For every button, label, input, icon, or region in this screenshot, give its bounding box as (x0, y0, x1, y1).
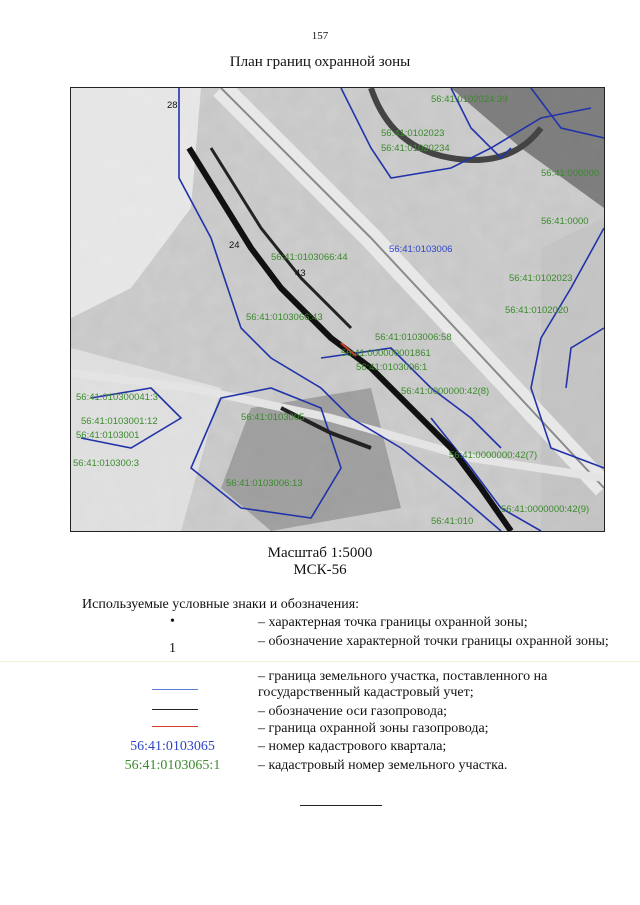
parcel-label[interactable]: 56:41:0103005 (241, 412, 305, 423)
page-number: 157 (311, 30, 329, 42)
parcel-label[interactable]: 56:41:000000 (541, 168, 600, 179)
parcel-label[interactable]: 56:41:010300041:3 (76, 392, 158, 403)
legend-item-text: – номер кадастрового квартала; (258, 739, 447, 754)
parcel-label[interactable]: 56:41:0102023 (509, 273, 573, 284)
point-label: 24 (229, 240, 240, 251)
legend-protection-zone-line (152, 726, 198, 727)
parcel-label[interactable]: 56:41:01020234 (381, 143, 450, 154)
parcel-label[interactable]: 56:41:0103066:43 (246, 312, 323, 323)
quarter-label[interactable]: 56:41:0103006 (389, 244, 453, 255)
legend-item-text: – кадастровый номер земельного участка. (258, 758, 508, 773)
legend-pipeline-axis-line (152, 709, 198, 710)
legend-title: Используемые условные знаки и обозначения: (82, 597, 360, 612)
parcel-label[interactable]: 56:41:010300:3 (73, 458, 140, 469)
parcel-label[interactable]: 56:41:0102024:39 (431, 94, 508, 105)
parcel-label[interactable]: 56:41:0000000:42(8) (401, 386, 490, 397)
divider (0, 661, 640, 662)
legend-item-text: – граница земельного участка, поставленного на государственный кадастровый учет; (258, 669, 548, 700)
map-frame[interactable] (70, 87, 605, 532)
parcel-label[interactable]: 56:41:0103001:12 (81, 416, 158, 427)
legend-parcel-boundary-line (152, 689, 198, 690)
parcel-label[interactable]: 56:41:0103001 (76, 430, 140, 441)
crs-label: МСК-56 (293, 562, 347, 578)
legend-item-text: – граница охранной зоны газопровода; (258, 721, 489, 736)
legend-item-text: – обозначение характерной точки границы охранной зоны; (258, 634, 609, 649)
legend-point-number-symbol: 1 (169, 641, 176, 656)
legend-parcel-sample: 56:41:0103065:1 (124, 758, 221, 773)
map-canvas[interactable] (71, 88, 604, 531)
parcel-label[interactable]: 56:41:0000000:42(9) (501, 504, 590, 515)
legend-quarter-sample: 56:41:0103065 (130, 739, 215, 754)
parcel-label[interactable]: 56:41:0102023 (381, 128, 445, 139)
legend-item-text: – обозначение оси газопровода; (258, 704, 448, 719)
parcel-label[interactable]: 56:41:010 (431, 516, 474, 527)
parcel-label[interactable]: 56:41:0103066:44 (271, 252, 348, 263)
legend-point-symbol: • (170, 614, 175, 629)
parcel-label[interactable]: 56:41:0000 (541, 216, 589, 227)
map-title: План границ охранной зоны (229, 54, 411, 70)
parcel-label[interactable]: 56:41:0102020 (505, 305, 569, 316)
parcel-label[interactable]: 56:41:0103006:1 (356, 362, 428, 373)
parcel-label[interactable]: 56:41:000000001861 (341, 348, 431, 359)
point-label: 43 (295, 268, 306, 279)
parcel-label[interactable]: 56:41:0103006:13 (226, 478, 303, 489)
footer-rule (300, 805, 382, 806)
legend-item-text: – характерная точка границы охранной зоны; (258, 615, 528, 630)
point-label: 28 (167, 100, 178, 111)
parcel-label[interactable]: 56:41:0000000:42(7) (449, 450, 538, 461)
scale-label: Масштаб 1:5000 (267, 545, 373, 561)
parcel-label[interactable]: 56:41:0103006:58 (375, 332, 452, 343)
